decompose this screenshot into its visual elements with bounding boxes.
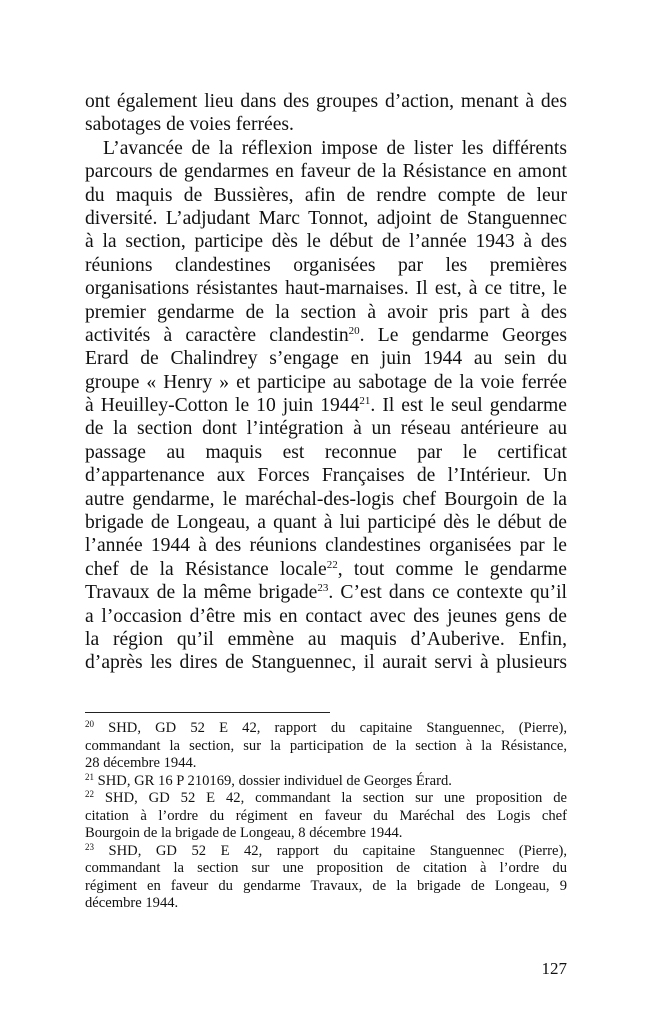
text-line: autre gendarme, le maréchal-des-logis chef Bourgoin de la [85, 488, 567, 510]
footnote-line: commandant la section sur une proposition de citation à l’ordre du [85, 860, 567, 876]
text-line: réunions clandestines organisées par les premières [85, 254, 567, 276]
text-line: diversité. L’adjudant Marc Tonnot, adjoint de Stanguennec [85, 207, 567, 229]
text-fragment: Travaux de la même brigade [85, 582, 318, 604]
text-line: Erard de Chalindrey s’engage en juin 1944 au sein du [85, 348, 567, 370]
text-line: sabotages de voies ferrées. [85, 114, 294, 136]
footnote-line: commandant la section, sur la participation de la section à la Résistance, [85, 737, 567, 754]
page-number: 127 [541, 959, 567, 978]
text-line [85, 324, 567, 347]
text-line [85, 581, 567, 604]
footnote-text: SHD, GD 52 E 42, rapport du capitaine Stanguennec, (Pierre), [94, 720, 567, 736]
text-line: passage au maquis est reconnue par le certificat [85, 441, 567, 463]
footnote-line: citation à l’ordre du régiment en faveur du Maréchal des Logis chef [85, 807, 567, 824]
footnote-ref: 20 [348, 324, 360, 337]
footnote-mark: 21 [85, 771, 94, 782]
text-fragment: Il est le seul gendarme [375, 395, 567, 417]
text-line: à la section, participe dès le début de l’année 1943 à des [85, 231, 567, 253]
text-fragment: Le gendarme Georges [364, 324, 567, 346]
text-line [85, 394, 567, 417]
footnote-line: décembre 1944. [85, 895, 179, 911]
footnotes [85, 720, 567, 913]
text-line: organisations résistantes haut-marnaises. Il est, à ce titre, le [85, 278, 567, 300]
text-line: de la section dont l’intégration à un réseau antérieure au [85, 418, 567, 440]
text-line: du maquis de Bussières, afin de rendre compte de leur [85, 184, 567, 206]
text-line [85, 558, 567, 581]
text-line: brigade de Longeau, a quant à lui participé dès le début de [85, 512, 567, 534]
footnote-mark: 22 [85, 789, 94, 799]
text-fragment: , tout comme le gendarme [337, 558, 567, 580]
text-line: ont également lieu dans des groupes d’action, menant à des [85, 91, 567, 112]
main-text [85, 90, 567, 675]
footnote-ref: 21 [359, 395, 371, 408]
footnote-separator [85, 712, 330, 713]
footnote-ref: 23 [317, 582, 329, 595]
footnote-line [85, 773, 567, 791]
footnote-text: SHD, GD 52 E 42, commandant la section sur une proposition de [94, 790, 567, 806]
text-line: a l’occasion d’être mis en contact avec des jeunes gens de [85, 605, 567, 627]
footnote-line: Bourgoin de la brigade de Longeau, 8 décembre 1944. [85, 825, 403, 841]
text-fragment: . [359, 324, 365, 346]
footnote-ref: 22 [326, 558, 338, 571]
text-line: L’avancée de la réflexion impose de lister les différents [103, 137, 567, 159]
text-line: d’après les dires de Stanguennec, il aurait servi à plusieurs [85, 652, 567, 674]
text-fragment: . [370, 395, 376, 417]
footnote-line [85, 843, 567, 861]
footnote-mark: 20 [85, 719, 94, 729]
footnote-line [85, 790, 567, 808]
text-fragment: chef de la Résistance locale [85, 558, 327, 580]
text-line: groupe « Henry » et participe au sabotage de la voie ferrée [85, 371, 567, 393]
text-fragment: à Heuilley-Cotton le 10 juin 1944 [85, 395, 360, 417]
text-line: premier gendarme de la section à avoir pris part à des [85, 301, 567, 323]
text-line: la région qu’il emmène au maquis d’Auberive. Enfin, [85, 628, 567, 650]
footnote-text: SHD, GR 16 P 210169, dossier individuel de Georges Érard. [94, 772, 452, 789]
footnote-text: SHD, GD 52 E 42, rapport du capitaine Stanguennec (Pierre), [94, 842, 567, 859]
text-fragment: activités à caractère clandestin [85, 324, 349, 346]
text-line: parcours de gendarmes en faveur de la Résistance en amont [85, 161, 567, 183]
footnote-line [85, 720, 567, 738]
footnote-line: 28 décembre 1944. [85, 755, 197, 771]
text-fragment: . C’est dans ce contexte qu’il [328, 582, 567, 604]
footnote-mark: 23 [85, 841, 94, 852]
text-line: l’année 1944 à des réunions clandestines organisées par le [85, 535, 567, 557]
footnote-line: régiment en faveur du gendarme Travaux, de la brigade de Longeau, 9 [85, 877, 567, 894]
text-line: d’appartenance aux Forces Françaises de l’Intérieur. Un [85, 465, 567, 487]
